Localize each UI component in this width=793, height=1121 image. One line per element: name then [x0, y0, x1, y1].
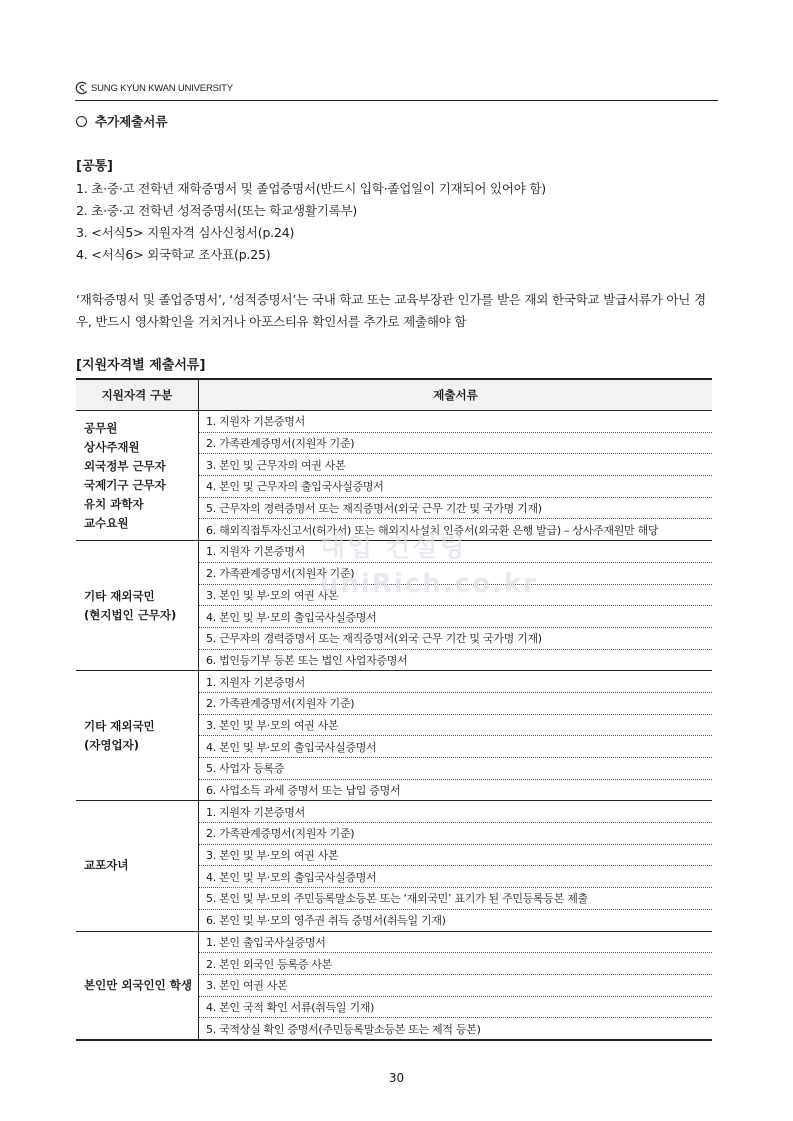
document-cell: 6. 해외직접투자신고서(허가서) 또는 해외지사설치 인증서(외국환 은행 발급) – 상사주재원만 해당 — [199, 519, 713, 541]
document-cell: 3. 본인 여권 사본 — [199, 974, 713, 996]
document-cell: 1. 본인 출입국사실증명서 — [199, 931, 713, 953]
document-cell: 2. 가족관계증명서(지원자 기준) — [199, 432, 713, 454]
common-item: 4. <서식6> 외국학교 조사표(p.25) — [76, 247, 271, 262]
qualification-line: 국제기구 근무자 — [84, 477, 166, 492]
university-logo — [75, 81, 233, 95]
document-cell: 5. 근무자의 경력증명서 또는 재직증명서(외국 근무 기간 및 국가명 기재) — [199, 497, 713, 519]
document-cell: 5. 국적상실 확인 증명서(주민등록말소등본 또는 제적 등본) — [199, 1018, 713, 1040]
document-cell: 4. 본인 및 근무자의 출입국사실증명서 — [199, 476, 713, 498]
qualification-line: 외국정부 근무자 — [84, 458, 166, 473]
note-paragraph: ‘재학증명서 및 졸업증명서’, ‘성적증명서’는 국내 학교 또는 교육부장관 인가를 받은 재외 한국학교 발급서류가 아닌 경우, 반드시 영사확인을 거치거나 아포스티유 확인서를 추가로 제출해야 함 — [76, 292, 706, 329]
document-cell: 5. 사업자 등록증 — [199, 758, 713, 780]
page-header — [75, 80, 718, 101]
table-body — [76, 411, 712, 1040]
document-cell: 4. 본인 및 부·모의 출입국사실증명서 — [199, 736, 713, 758]
document-cell: 2. 가족관계증명서(지원자 기준) — [199, 692, 713, 714]
page-number: 30 — [388, 1071, 405, 1085]
document-cell: 5. 본인 및 부·모의 주민등록말소등본 또는 ‘재외국민’ 표기가 된 주민등록등본 제출 — [199, 888, 713, 910]
document-cell: 3. 본인 및 근무자의 여권 사본 — [199, 454, 713, 476]
document-cell: 6. 본인 및 부·모의 영주권 취득 증명서(취득일 기재) — [199, 909, 713, 931]
section-title-text: 추가제출서류 — [95, 114, 168, 129]
qualification-line: 기타 재외국민 — [84, 588, 155, 603]
qualification-line: 상사주재원 — [84, 439, 140, 454]
document-cell: 1. 지원자 기본증명서 — [199, 801, 713, 823]
section-title — [76, 112, 167, 130]
qualification-cell — [76, 541, 199, 671]
document-cell: 2. 가족관계증명서(지원자 기준) — [199, 562, 713, 584]
qualification-cell — [76, 411, 199, 541]
document-cell: 1. 지원자 기본증명서 — [199, 671, 713, 693]
qualification-line: 교포자녀 — [84, 858, 129, 873]
column-header-qualification: 지원자격 구분 — [76, 379, 199, 411]
table-row — [76, 931, 712, 953]
circle-bullet-icon — [76, 116, 87, 127]
qualification-line: 교수요원 — [84, 515, 129, 530]
document-cell: 4. 본인 국적 확인 서류(취득일 기재) — [199, 996, 713, 1018]
common-heading: [공통] — [76, 159, 113, 174]
university-name: SUNG KYUN KWAN UNIVERSITY — [91, 82, 233, 94]
qualification-line: (현지법인 근무자) — [84, 607, 177, 622]
table-heading: [지원자격별 제출서류] — [76, 358, 206, 373]
documents-table — [76, 378, 712, 1041]
document-cell: 1. 지원자 기본증명서 — [199, 411, 713, 433]
qualification-cell — [76, 671, 199, 801]
column-header-documents: 제출서류 — [199, 379, 713, 411]
qualification-line: 유치 과학자 — [84, 496, 144, 511]
qualification-cell — [76, 931, 199, 1040]
qualification-line: (자영업자) — [84, 737, 139, 752]
document-cell: 1. 지원자 기본증명서 — [199, 541, 713, 563]
qualification-line: 공무원 — [84, 420, 118, 435]
common-item: 1. 초·중·고 전학년 재학증명서 및 졸업증명서(반드시 입학·졸업일이 기재되어 있어야 함) — [76, 181, 546, 196]
watermark-line: uniRich.co.kr — [320, 569, 538, 599]
document-cell: 6. 법인등기부 등본 또는 법인 사업자증명서 — [199, 649, 713, 671]
table-row — [76, 671, 712, 693]
document-cell: 2. 가족관계증명서(지원자 기준) — [199, 823, 713, 845]
document-cell: 3. 본인 및 부·모의 여권 사본 — [199, 584, 713, 606]
logo-emblem-icon — [75, 81, 89, 95]
qualification-cell — [76, 801, 199, 931]
table-header-row — [76, 379, 712, 411]
table-row — [76, 541, 712, 563]
document-cell: 5. 근무자의 경력증명서 또는 재직증명서(외국 근무 기간 및 국가명 기재) — [199, 627, 713, 649]
document-cell: 2. 본인 외국인 등록증 사본 — [199, 953, 713, 975]
document-cell: 6. 사업소득 과세 증명서 또는 납입 증명서 — [199, 779, 713, 801]
qualification-line: 기타 재외국민 — [84, 718, 155, 733]
qualification-line: 본인만 외국인인 학생 — [84, 977, 192, 992]
table-row — [76, 801, 712, 823]
document-cell: 3. 본인 및 부·모의 여권 사본 — [199, 844, 713, 866]
common-item: 3. <서식5> 지원자격 심사신청서(p.24) — [76, 225, 295, 240]
watermark-line: 대입 컨설팅 — [320, 533, 467, 563]
document-cell: 4. 본인 및 부·모의 출입국사실증명서 — [199, 606, 713, 628]
common-item: 2. 초·중·고 전학년 성적증명서(또는 학교생활기록부) — [76, 203, 358, 218]
table-row — [76, 411, 712, 433]
document-cell: 4. 본인 및 부·모의 출입국사실증명서 — [199, 866, 713, 888]
document-cell: 3. 본인 및 부·모의 여권 사본 — [199, 714, 713, 736]
